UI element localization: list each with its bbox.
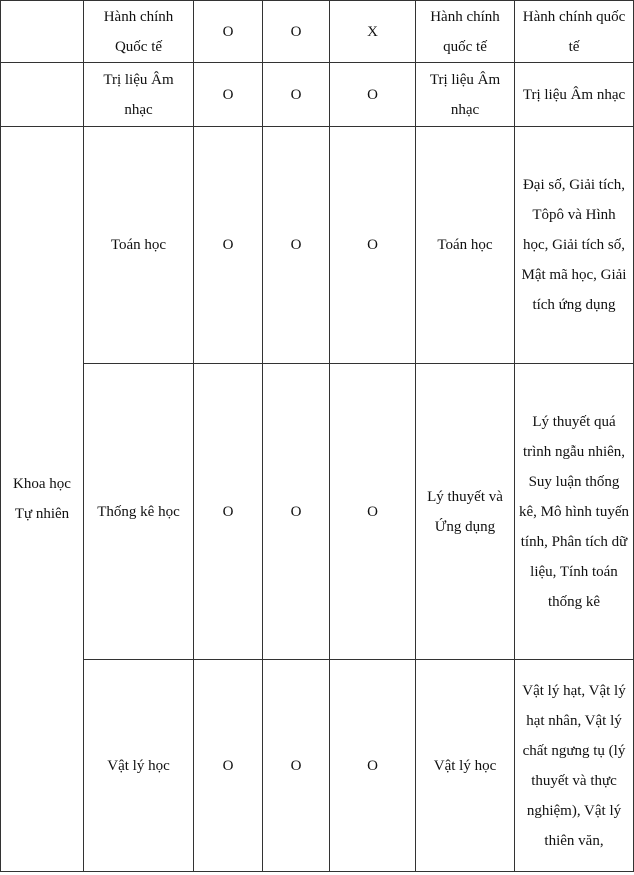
group-cell-empty xyxy=(1,1,84,63)
major-name: Lý thuyết và Ứng dụng xyxy=(416,364,515,660)
mark-cell: O xyxy=(330,63,416,127)
program-name: Thống kê học xyxy=(84,364,194,660)
program-name: Vật lý học xyxy=(84,660,194,872)
group-cell-empty xyxy=(1,63,84,127)
mark-cell: O xyxy=(330,364,416,660)
detail-text: Vật lý hạt, Vật lý hạt nhân, Vật lý chất ngưng tụ (lý thuyết và thực nghiệm), Vật lý thiên văn, xyxy=(515,660,634,872)
mark-cell: O xyxy=(194,127,263,364)
mark-cell: O xyxy=(194,364,263,660)
detail-text: Trị liệu Âm nhạc xyxy=(515,63,634,127)
major-name: Trị liệu Âm nhạc xyxy=(416,63,515,127)
table-row xyxy=(1,63,634,127)
mark-cell: O xyxy=(330,660,416,872)
mark-cell: O xyxy=(263,63,330,127)
program-name: Hành chính Quốc tế xyxy=(84,1,194,63)
table-row xyxy=(1,660,634,872)
program-name: Toán học xyxy=(84,127,194,364)
mark-cell: O xyxy=(263,660,330,872)
program-name: Trị liệu Âm nhạc xyxy=(84,63,194,127)
mark-cell: O xyxy=(263,1,330,63)
mark-cell: O xyxy=(194,1,263,63)
group-name: Khoa học Tự nhiên xyxy=(1,127,84,872)
major-name: Toán học xyxy=(416,127,515,364)
table-row xyxy=(1,127,634,364)
major-name: Hành chính quốc tế xyxy=(416,1,515,63)
mark-cell: X xyxy=(330,1,416,63)
detail-text: Hành chính quốc tế xyxy=(515,1,634,63)
mark-cell: O xyxy=(194,63,263,127)
table-row xyxy=(1,364,634,660)
mark-cell: O xyxy=(330,127,416,364)
mark-cell: O xyxy=(194,660,263,872)
detail-text: Lý thuyết quá trình ngẫu nhiên, Suy luận thống kê, Mô hình tuyến tính, Phân tích dữ liệu, Tính toán thống kê xyxy=(515,364,634,660)
mark-cell: O xyxy=(263,127,330,364)
detail-text: Đại số, Giải tích, Tôpô và Hình học, Giải tích số, Mật mã học, Giải tích ứng dụng xyxy=(515,127,634,364)
major-name: Vật lý học xyxy=(416,660,515,872)
mark-cell: O xyxy=(263,364,330,660)
table-row xyxy=(1,1,634,63)
